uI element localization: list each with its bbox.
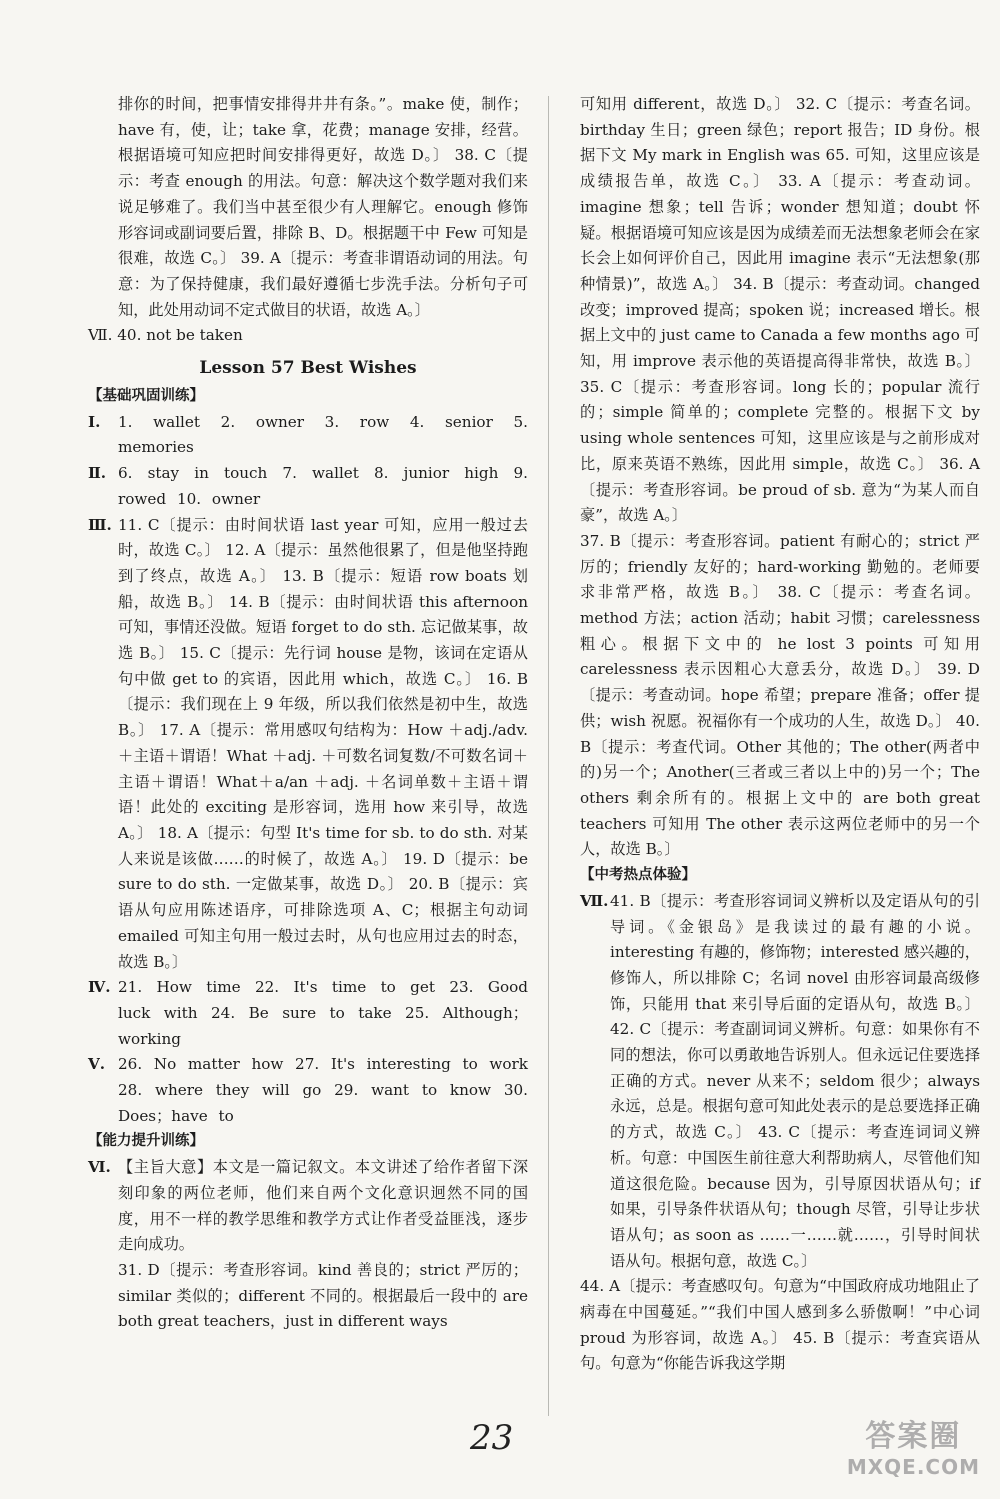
section-heading-basic: 【基础巩固训练】 [88, 388, 204, 405]
answer-text: 26. No matter how 27. It's interesting to work 28. where they will go 29. want to know 30. Does；have to [118, 1055, 528, 1125]
answer-text: 【主旨大意】本文是一篇记叙文。本文讲述了给作者留下深刻印象的两位老师，他们来自两个文化意识迥然不同的国度，用不一样的教学思维和教学方式让作者受益匪浅，逐步走向成功。 [118, 1158, 528, 1254]
section-heading-exam: 【中考热点体验】 [580, 867, 696, 884]
section-number: Ⅱ. [88, 464, 107, 483]
section-number: Ⅳ. [88, 978, 111, 997]
answer-block-3 [88, 513, 528, 976]
answer-block-2 [88, 461, 528, 512]
answer-block-7 [580, 889, 980, 1275]
answer-line: Ⅶ. 40. not be taken [88, 326, 243, 345]
answer-paragraph: 排你的时间，把事情安排得井井有条。”。make 使，制作；have 有，使，让；take 拿，花费；manage 安排，经营。根据语境可知应把时间安排得更好，故选 D。〕 38. C〔提示：考查 enough 的用法。句意：解决这个数学题对我们来说足够难了。我们当中甚至很少有人理解它。enough 修饰形容词或副词要后置，排除 B、D。根据题干中 Few 可知是很难，故选 C。〕 39. A〔提示：考查非谓语动词的用法。句意：为了保持健康，我们最好遵循七步洗手法。分析句子可知，此处用动词不定式做目的状语，故选 A。〕 [118, 95, 528, 319]
answer-paragraph: 可知用 different，故选 D。〕 32. C〔提示：考查名词。birthday 生日；green 绿色；report 报告；ID 身份。根据下文 My mark in English was 65. 可知，这里应该是成绩报告单，故选 C。〕 33. A〔提示：考查动词。imagine 想象；tell 告诉；wonder 想知道；doubt 怀疑。根据语境可知应该是因为成绩差而无法想象老师会在家长会上如何评价自己，因此用 imagine 表示“无法想象(那种情景)”，故选 A。〕 34. B〔提示：考查动词。changed 改变；improved 提高；spoken 说；increased 增长。根据上文中的 just came to Canada a few months ago 可知，用 improve 表示他的英语提高得非常快，故选 B。〕 35. C〔提示：考查形容词。long 长的；popular 流行的；simple 简单的；complete 完整的。根据下文 by using whole sentences 可知，这里应该是与之前形成对比，原来英语不熟练，因此用 simple，故选 C。〕 36. A〔提示：考查形容词。be proud of sb. 意为“为某人而自豪”，故选 A。〕 [580, 95, 980, 525]
answer-text: 41. B〔提示：考查形容词词义辨析以及定语从句的引导词。《金银岛》是我读过的最有趣的小说。interesting 有趣的，修饰物；interested 感兴趣的，修饰人，所以排除 C；名词 novel 由形容词最高级修饰，只能用 that 来引导后面的定语从句，故选 B。〕 42. C〔提示：考查副词词义辨析。句意：如果你有不同的想法，你可以勇敢地告诉别人。但永远记住要选择正确的方式。never 从来不；seldom 很少；always 永远，总是。根据句意可知此处表示的是总要选择正确的方式，故选 C。〕 43. C〔提示：考查连词词义辨析。句意：中国医生前往意大利帮助病人，尽管他们知道这很危险。because 因为，引导原因状语从句；if 如果，引导条件状语从句；though 尽管，引导让步状语从句；as soon as ……一……就……，引导时间状语从句。根据句意，故选 C。〕 [610, 891, 980, 1270]
answer-text: 6. stay in touch 7. wallet 8. junior high 9. rowed 10. owner [118, 464, 528, 508]
answer-paragraph: 31. D〔提示：考查形容词。kind 善良的；strict 严厉的；similar 类似的；different 不同的。根据最后一段中的 are both great teachers，just in different ways [118, 1260, 528, 1331]
watermark-url: MXQE.COM [846, 1455, 980, 1479]
page-number: 23 [470, 1418, 514, 1458]
section-number: Ⅵ. [88, 1158, 111, 1177]
answer-text: 11. C〔提示：由时间状语 last year 可知，应用一般过去时，故选 C。〕 12. A〔提示：虽然他很累了，但是他坚持跑到了终点，故选 A。〕 13. B〔提示：短语 row boats 划船，故选 B。〕 14. B〔提示：由时间状语 this afternoon 可知，事情还没做。短语 forget to do sth. 忘记做某事，故选 B。〕 15. C〔提示：先行词 house 是物，该词在定语从句中做 get to 的宾语，因此用 which，故选 C。〕 16. B〔提示：我们现在上 9 年级，所以我们依然是初中生，故选 B。〕 17. A〔提示：常用感叹句结构为：How ＋adj./adv. ＋主语＋谓语！What ＋adj. ＋可数名词复数/不可数名词＋主语＋谓语！What＋a/an ＋adj. ＋名词单数＋主语＋谓语！此处的 exciting 是形容词，选用 how 来引导，故选 A。〕 18. A〔提示：句型 It's time for sb. to do sth. 对某人来说是该做……的时候了，故选 A。〕 19. D〔提示：be sure to do sth. 一定做某事，故选 D。〕 20. B〔提示：宾语从句应用陈述语序，可排除选项 A、C；根据主句动词 emailed 可知主句用一般过去时，从句也应用过去的时态，故选 B。〕 [118, 515, 528, 971]
answer-block-6 [88, 1155, 528, 1258]
section-number: Ⅴ. [88, 1055, 106, 1074]
lesson-title: Lesson 57 Best Wishes [199, 358, 417, 379]
column-divider [548, 96, 549, 1416]
answer-text: 21. How time 22. It's time to get 23. Good luck with 24. Be sure to take 25. Although；working [118, 978, 528, 1048]
answer-text: 1. wallet 2. owner 3. row 4. senior 5. memories [118, 412, 528, 457]
answer-block-1 [88, 410, 528, 461]
section-number: Ⅶ. [580, 891, 609, 910]
right-column [580, 92, 980, 1377]
section-heading-ability: 【能力提升训练】 [88, 1133, 204, 1150]
answer-paragraph: 44. A〔提示：考查感叹句。句意为“中国政府成功地阻止了病毒在中国蔓延。”“我们中国人感到多么骄傲啊！”中心词 proud 为形容词，故选 A。〕 45. B〔提示：考查宾语从句。句意为“你能告诉我这学期 [580, 1277, 980, 1373]
section-number: Ⅲ. [88, 515, 112, 534]
watermark-text: 答案圈 [865, 1419, 962, 1454]
answer-block-4 [88, 975, 528, 1052]
answer-block-5 [88, 1052, 528, 1129]
answer-paragraph: 37. B〔提示：考查形容词。patient 有耐心的；strict 严厉的；friendly 友好的；hard-working 勤勉的。老师要求非常严格，故选 B。〕 38. C〔提示：考查名词。method 方法；action 活动；habit 习惯；carelessness 粗心。根据下文中的 he lost 3 points 可知用 carelessness 表示因粗心大意丢分，故选 D。〕 39. D〔提示：考查动词。hope 希望；prepare 准备；offer 提供；wish 祝愿。祝福你有一个成功的人生，故选 D。〕 40. B〔提示：考查代词。Other 其他的；The other(两者中的)另一个；Another(三者或三者以上中的)另一个；The others 剩余所有的。根据上文中的 are both great teachers 可知用 The other 表示这两位老师中的另一个人，故选 B。〕 [580, 531, 980, 859]
section-number: Ⅰ. [88, 412, 101, 431]
left-column [88, 92, 528, 1335]
watermark-logo [847, 1411, 980, 1479]
